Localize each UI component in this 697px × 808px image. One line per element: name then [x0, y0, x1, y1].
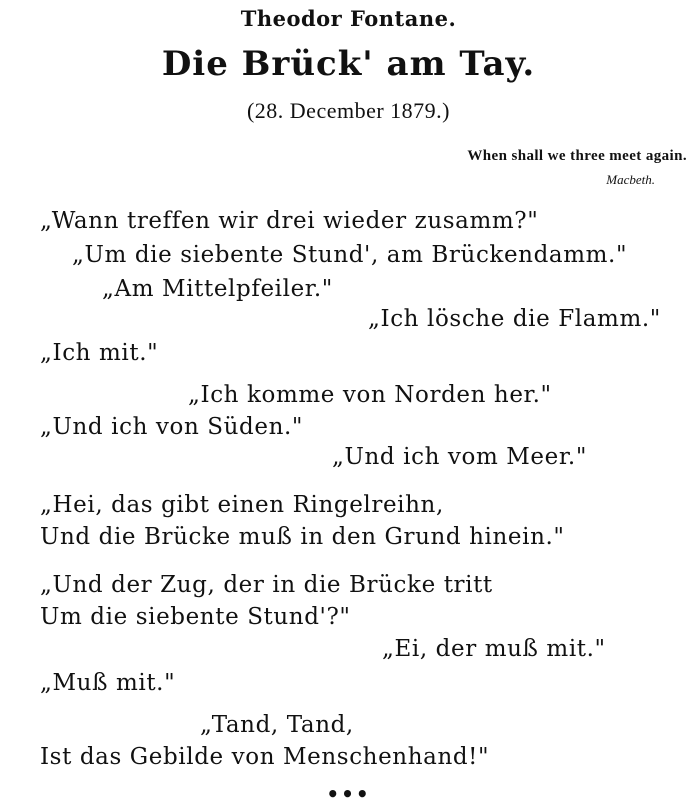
poem-line: „Wann treffen wir drei wieder zusamm?" [40, 208, 539, 234]
poem-line: Ist das Gebilde von Menschenhand!" [40, 744, 490, 770]
poem-line: „Ich mit." [40, 340, 159, 366]
poem-date: (28. December 1879.) [246, 98, 451, 123]
poem-line: „Und ich von Süden." [40, 414, 304, 440]
poem-line: „Muß mit." [40, 670, 176, 696]
poem-title: Die Brück' am Tay. [161, 44, 536, 84]
poem-line: „Ich komme von Norden her." [188, 382, 552, 408]
poem-line: „Ei, der muß mit." [382, 636, 606, 662]
poem-line: „Tand, Tand, [200, 712, 354, 738]
poem-line: „Am Mittelpfeiler." [102, 276, 333, 302]
poem-line: „Um die siebente Stund', am Brückendamm." [72, 242, 628, 268]
poem-line: Um die siebente Stund'?" [40, 604, 351, 630]
poem-line: „Ich lösche die Flamm." [368, 306, 661, 332]
epigraph-source: Macbeth. [606, 172, 655, 187]
poem-line: „Und ich vom Meer." [332, 444, 587, 470]
poem-line: „Hei, das gibt einen Ringelreihn, [40, 492, 444, 518]
section-dots: ••• [326, 782, 371, 806]
poem-line: „Und der Zug, der in die Brücke tritt [40, 572, 493, 598]
poem-line: Und die Brücke muß in den Grund hinein." [40, 524, 565, 550]
epigraph-text: When shall we three meet again. [467, 148, 687, 164]
author-name: Theodor Fontane. [240, 6, 457, 31]
